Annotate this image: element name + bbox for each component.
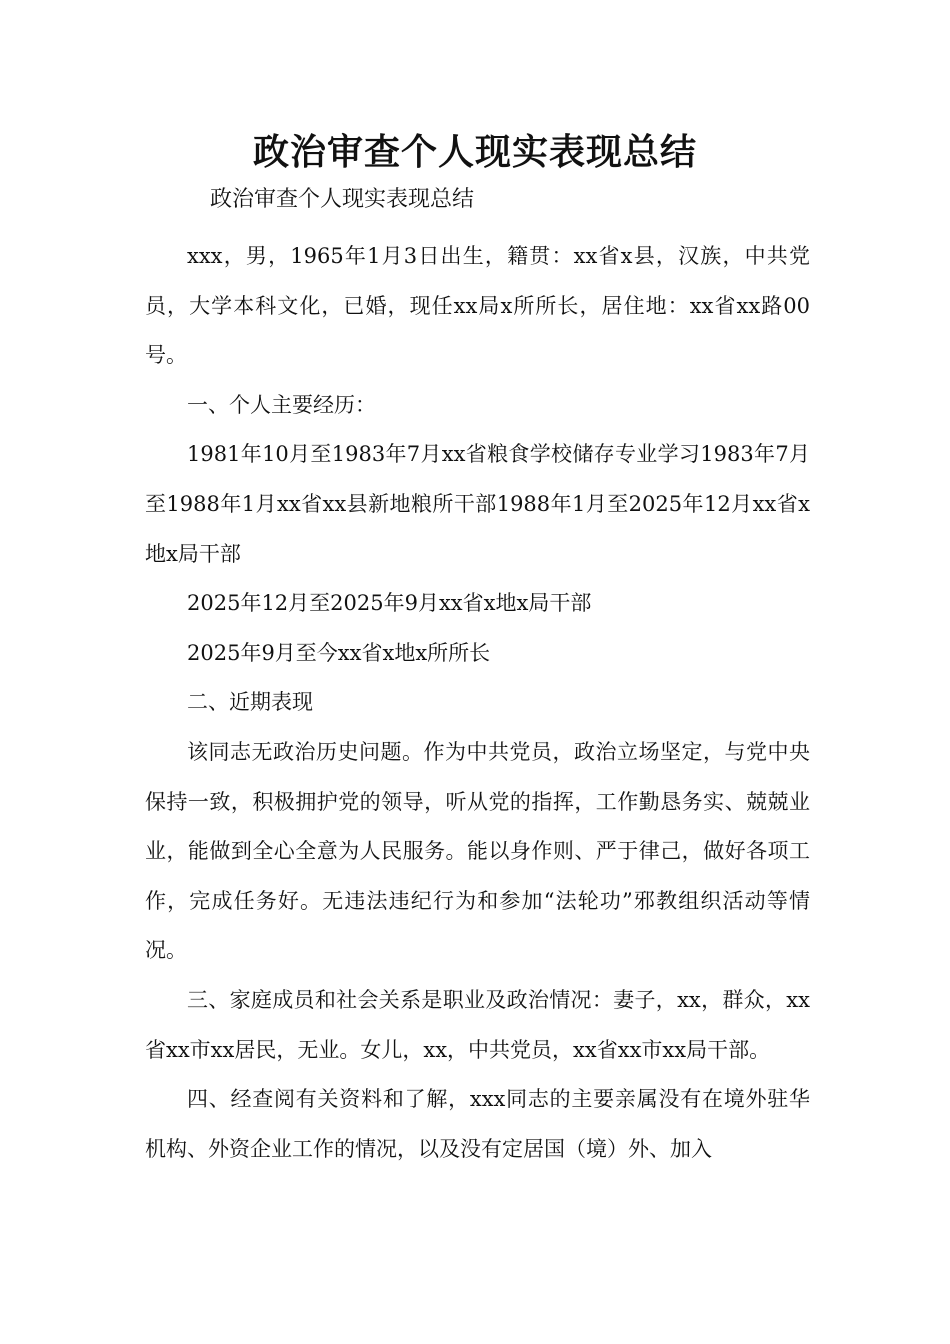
document-body	[145, 232, 810, 1174]
document-title: 政治审查个人现实表现总结	[252, 132, 697, 173]
experience-line: 2025年12月至2025年9月xx省x地x局干部	[187, 591, 592, 616]
document-subtitle: 政治审查个人现实表现总结	[210, 187, 475, 212]
section-heading-recent: 二、近期表现	[187, 690, 313, 715]
verification-paragraph: 四、经查阅有关资料和了解，xxx同志的主要亲属没有在境外驻华机构、外资企业工作的情况，以及没有定居国（境）外、加入	[145, 1087, 810, 1161]
recent-performance-paragraph: 该同志无政治历史问题。作为中共党员，政治立场坚定，与党中央保持一致，积极拥护党的领导，听从党的指挥，工作勤恳务实、兢兢业业，能做到全心全意为人民服务。能以身作则、严于律己，做好各项工作，完成任务好。无违法违纪行为和参加“法轮功”邪教组织活动等情况。	[145, 739, 810, 963]
experience-paragraph: 1981年10月至1983年7月xx省粮食学校储存专业学习1983年7月至1988年1月xx省xx县新地粮所干部1988年1月至2025年12月xx省x地x局干部	[145, 442, 810, 566]
personal-info-paragraph: xxx，男，1965年1月3日出生，籍贯：xx省x县，汉族，中共党员，大学本科文化，已婚，现任xx局x所所长，居住地：xx省xx路00号。	[145, 244, 810, 368]
family-paragraph: 三、家庭成员和社会关系是职业及政治情况：妻子，xx，群众，xx省xx市xx居民，无业。女儿，xx，中共党员，xx省xx市xx局干部。	[145, 987, 810, 1062]
section-heading-experience: 一、个人主要经历：	[187, 392, 376, 417]
experience-line: 2025年9月至今xx省x地x所所长	[187, 640, 491, 665]
